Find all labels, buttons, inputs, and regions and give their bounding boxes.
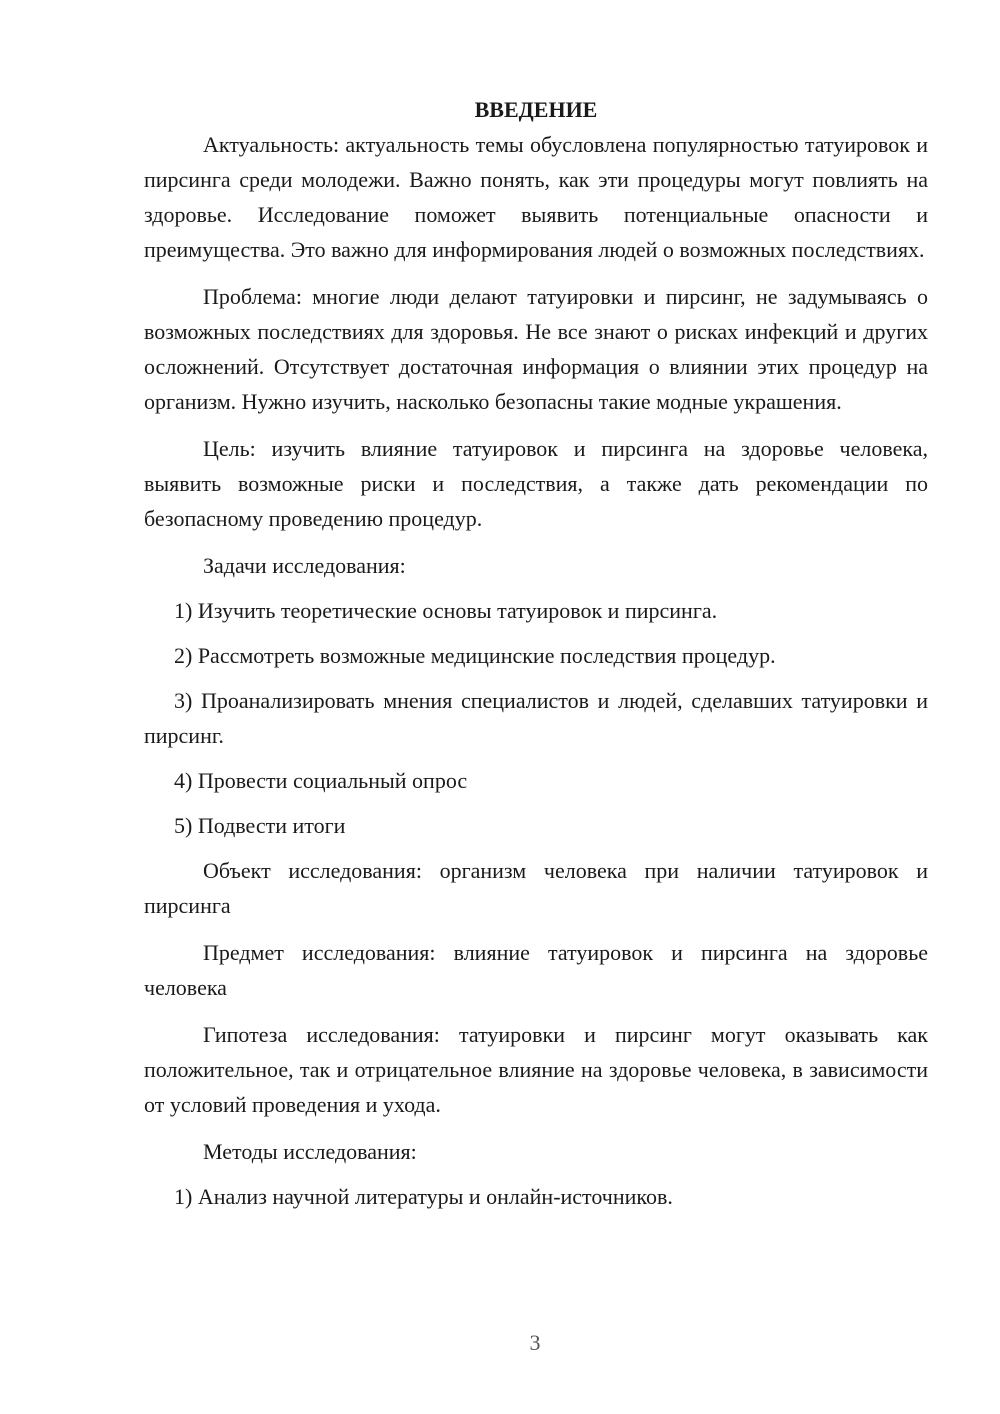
page-title: ВВЕДЕНИЕ	[474, 97, 598, 122]
task-item: 3) Проанализировать мнения специалистов и людей, сделавших татуировки и пирсинг.	[144, 688, 928, 748]
task-item: 2) Рассмотреть возможные медицинские последствия процедур.	[174, 643, 776, 668]
tasks-list	[144, 593, 928, 843]
task-item: 4) Провести социальный опрос	[174, 768, 468, 793]
method-item: 1) Анализ научной литературы и онлайн-источников.	[174, 1184, 673, 1209]
paragraph-problem: Проблема: многие люди делают татуировки и пирсинг, не задумываясь о возможных последствиях для здоровья. Не все знают о рисках инфекций и других осложнений. Отсутствует достаточная информация о влиянии этих процедур на организм. Нужно изучить, насколько безопасны такие модные украшения.	[144, 284, 928, 414]
paragraph-hypothesis: Гипотеза исследования: татуировки и пирсинг могут оказывать как положительное, так и отрицательное влияние на здоровье человека, в зависимости от условий проведения и ухода.	[144, 1022, 928, 1117]
task-item: 5) Подвести итоги	[174, 813, 346, 838]
page-number: 3	[529, 1330, 541, 1355]
paragraph-goal: Цель: изучить влияние татуировок и пирсинга на здоровье человека, выявить возможные риски и последствия, а также дать рекомендации по безопасному проведению процедур.	[144, 436, 928, 531]
tasks-heading: Задачи исследования:	[203, 553, 406, 578]
paragraph-relevance: Актуальность: актуальность темы обусловлена популярностью татуировок и пирсинга среди молодежи. Важно понять, как эти процедуры могут повлиять на здоровье. Исследование поможет выявить потенциальные опасности и преимущества. Это важно для информирования людей о возможных последствиях.	[144, 132, 928, 262]
paragraph-object: Объект исследования: организм человека при наличии татуировок и пирсинга	[144, 858, 928, 918]
document-page	[144, 92, 928, 1224]
methods-list	[144, 1179, 928, 1214]
task-item: 1) Изучить теоретические основы татуировок и пирсинга.	[174, 598, 718, 623]
methods-heading: Методы исследования:	[203, 1139, 417, 1164]
paragraph-subject: Предмет исследования: влияние татуировок и пирсинга на здоровье человека	[144, 940, 928, 1000]
